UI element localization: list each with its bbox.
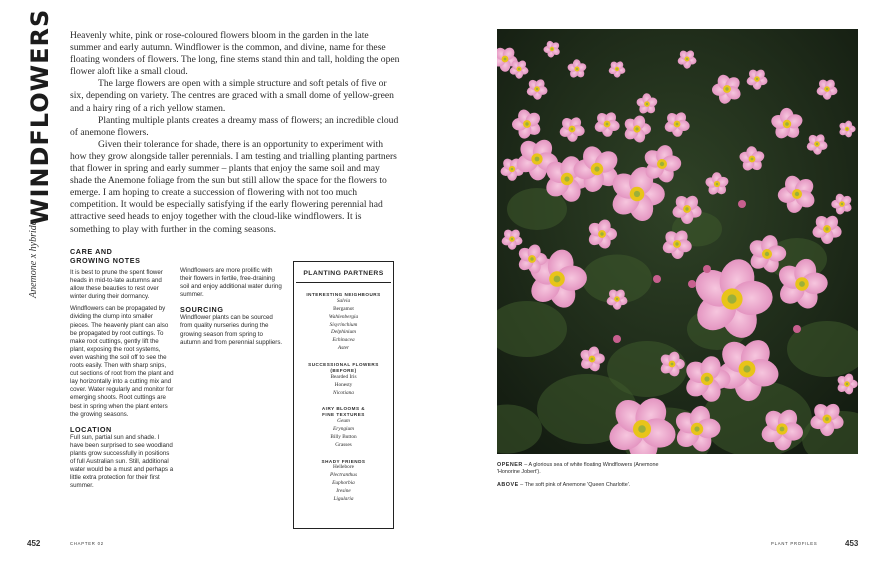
pink-anemones-image [497, 29, 858, 454]
partners-divider [296, 282, 391, 283]
flower-dome [571, 128, 574, 131]
flower-dome [743, 365, 750, 372]
flower-dome [551, 48, 553, 50]
partner-item: Honesty [334, 381, 353, 388]
flower-dome [825, 227, 828, 230]
botanical-name-text: Anemone x hybrida [28, 220, 39, 298]
flower-dome [591, 358, 594, 361]
flower-dome [634, 191, 640, 197]
flower-dome [525, 122, 528, 125]
intro-paragraph: Heavenly white, pink or rose-coloured flowers bloom in the garden in the late summer and early autumn. Windflower is the common, and divine, name for these floating wonders of flowers. The long, fine stems stand thin and tall, holding the open flower aloft like a small cloud. [70, 30, 400, 78]
flower-dome [751, 158, 754, 161]
flower-dome [826, 88, 828, 90]
flower-dome [846, 128, 848, 130]
flower-dome [846, 383, 848, 385]
page-title [26, 8, 56, 225]
sourcing-text: Windflower plants can be sourced from quality nurseries during the growing season from spring to autumn and from perennial suppliers. [180, 314, 283, 346]
flower-dome [606, 123, 609, 126]
flower-bud [613, 335, 621, 343]
flower-bud [793, 325, 801, 333]
flower-dome [704, 376, 709, 381]
flower-dome [536, 88, 538, 90]
intro-paragraph: Planting multiple plants creates a dreamy mass of flowers; an incredible cloud of anemone flowers. [70, 114, 399, 138]
care-text [70, 269, 174, 419]
botanical-name [28, 220, 42, 298]
flower-dome [716, 183, 719, 186]
partner-item: Plectranthus [329, 472, 358, 479]
care-heading: CARE AND GROWING NOTES [70, 247, 141, 265]
flower-dome [554, 276, 561, 283]
sourcing-heading: SOURCING [180, 305, 224, 315]
flower-bud [703, 265, 711, 273]
page-number-left: 452 [27, 539, 41, 548]
caption-above: ABOVE – The soft pink of Anemone 'Queen Charlotte'. [497, 482, 631, 488]
partner-item: Euphorbia [332, 480, 355, 487]
partner-item: Bergamot [333, 305, 354, 312]
partners-section-heading: INTERESTING NEIGHBOURS [306, 292, 381, 297]
caption-opener: OPENER – A glorious sea of white floating Windflowers (Anemone 'Honorine Jobert'). [497, 462, 659, 475]
flower-bud [688, 280, 696, 288]
flower-dome [816, 143, 818, 145]
flower-dome [765, 252, 769, 256]
location-heading: LOCATION [70, 424, 112, 434]
flower-dome [564, 176, 569, 181]
partner-item: Sisyrinchium [329, 321, 358, 328]
flower-dome [675, 242, 678, 245]
care-column-2 [180, 267, 284, 351]
title-text: WINDFLOWERS [26, 8, 54, 225]
partner-item: Bearded Iris [330, 373, 357, 380]
flower-dome [756, 78, 758, 80]
flower-dome [694, 426, 699, 431]
partner-item: Eryngium [333, 425, 354, 432]
partners-section-heading: SHADY FRIENDS [321, 458, 366, 464]
care-column-1 [70, 247, 174, 494]
flower-dome [646, 103, 648, 105]
partner-item: Delphinium [330, 329, 356, 336]
flower-dome [841, 203, 843, 205]
flower-bud [738, 200, 746, 208]
intro-paragraph: The large flowers are open with a simple structure and soft petals of five or six, depending on variety. The centres are graced with a small dome of yellow-green and a hairy ring of a rich yellow stamen. [70, 78, 394, 114]
flower-dome [799, 281, 805, 287]
intro-paragraph: Given their tolerance for shade, there is an opportunity to experiment with how they grow alongside taller perennials. I am testing and trialling planting partners that flower in spring and early summer – plants that enjoy the same soil and may shade the Anemone foliage from the sun but still allow the space for the flowers to emerge. I am hoping to create a succession of flowering with not too much competition. It would be especially satisfying if the early flowering perennial had attractive seed heads to enjoy together with the cloud-like windflowers. It is something to play with further in the coming seasons. [70, 138, 397, 235]
flower-dome [576, 68, 578, 70]
flower-dome [780, 427, 785, 432]
flower-dome [785, 122, 789, 126]
intro-text [70, 30, 400, 236]
flower-dome [671, 363, 674, 366]
flower-dome [676, 123, 679, 126]
flower-dome [530, 257, 533, 260]
anemone-photo [497, 29, 858, 454]
partner-item: Ligularia [333, 496, 354, 503]
flower-dome [504, 58, 507, 61]
partner-item: Wahlenbergia [328, 313, 359, 320]
flower-dome [594, 166, 599, 171]
flower-dome [825, 417, 829, 421]
flower-dome [600, 232, 603, 235]
flower-dome [616, 68, 618, 70]
flower-dome [535, 157, 540, 162]
partner-item: Iresine [336, 488, 351, 495]
flower-dome [795, 192, 799, 196]
planting-partners-box [293, 261, 394, 529]
flower-dome [727, 294, 736, 303]
partner-item: Hellebore [333, 464, 354, 471]
flower-dome [725, 87, 728, 90]
partner-item: Salvia [336, 297, 351, 304]
flower-dome [511, 168, 514, 171]
flower-dome [616, 298, 618, 300]
flower-bud [653, 275, 661, 283]
location-text: Full sun, partial sun and shade. I have been surprised to see woodland plants grow successfully in positions of full Australian sun. Still, additional water would be a must and perhaps a little extra protection for their first summer. [70, 433, 174, 490]
partner-item: Nicotiana [333, 389, 354, 396]
care-paragraph: Windflowers can be propagated by dividing the clump into smaller pieces. The heavenly plant can also be propagated by root cuttings. To make root cuttings, gently lift the plant, exposing the root systems, even washing the soil off to see the roots easily. Then with sharp snips, cut sections of root from the plant and lay horizontally into a cutting mix and cover. Water regularly and monitor for emerging shoots. Root cuttings are best in spring when the plant enters the growing seasons. [70, 305, 174, 418]
flower-dome [635, 127, 638, 130]
partner-item: Aster [337, 345, 350, 352]
section-label: PLANT PROFILES [771, 541, 818, 546]
partner-item: Grasses [335, 441, 352, 448]
flower-dome [511, 238, 513, 240]
partner-item: Billy Button [330, 433, 357, 440]
flower-dome [686, 58, 688, 60]
flower-dome [518, 68, 520, 70]
flower-dome [638, 425, 646, 433]
partners-section-heading: SUCCESSIONAL FLOWERS (BEFORE) [308, 362, 379, 373]
chapter-label: CHAPTER 02 [70, 541, 104, 546]
care-paragraph: It is best to prune the spent flower heads in mid-to-late autumns and allow these beauties to rest over winter during their dormancy. [70, 269, 163, 301]
partners-section-heading: AIRY BLOOMS & FINE TEXTURES [321, 406, 366, 418]
page-number-right: 453 [845, 539, 859, 548]
flower-dome [660, 162, 664, 166]
flower-dome [685, 207, 688, 210]
partner-item: Echinacea [332, 337, 355, 344]
partner-item: Geum [337, 418, 350, 425]
partners-title: PLANTING PARTNERS [303, 270, 384, 277]
fertility-text: Windflowers are more prolific with their flowers in fertile, free-draining soil and enjoy additional water during summer. [180, 267, 282, 299]
